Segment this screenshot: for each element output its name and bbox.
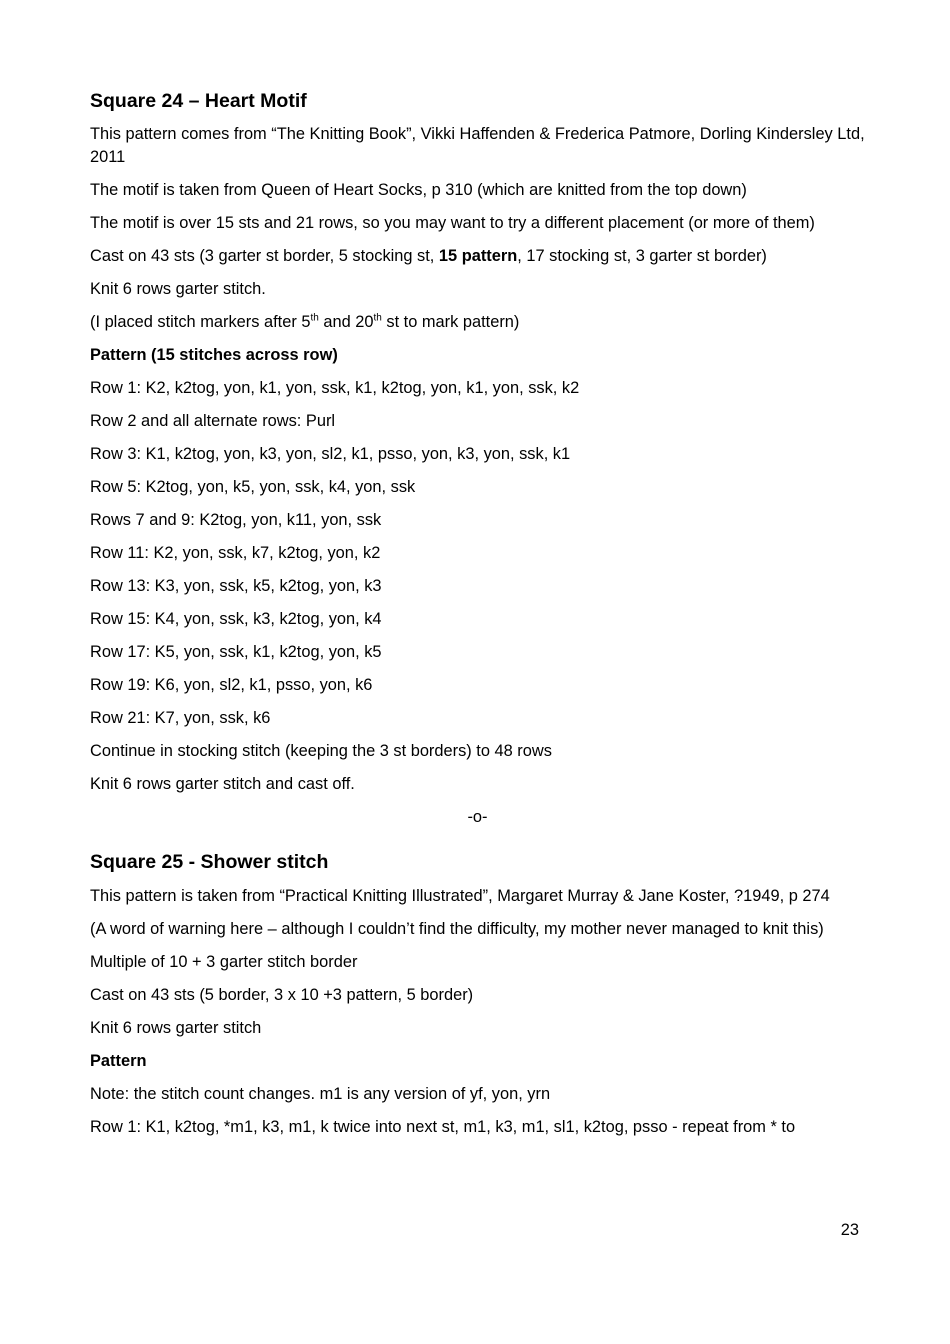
cast-on-instruction: Cast on 43 sts (5 border, 3 x 10 +3 pattern, 5 border) <box>90 985 474 1004</box>
multiple-note: Multiple of 10 + 3 garter stitch border <box>90 952 358 971</box>
section-title: Square 25 - Shower stitch <box>90 851 329 874</box>
pattern-row: Row 19: K6, yon, sl2, k1, psso, yon, k6 <box>90 676 373 695</box>
section-square-25 <box>90 851 865 1138</box>
pattern-row: Rows 7 and 9: K2tog, yon, k11, yon, ssk <box>90 511 382 530</box>
knit-rows-instruction: Knit 6 rows garter stitch. <box>90 280 266 299</box>
section-square-24 <box>90 90 865 796</box>
pattern-row: Row 17: K5, yon, ssk, k1, k2tog, yon, k5 <box>90 643 382 662</box>
marker-note-part: (I placed stitch markers after 5 <box>90 313 311 332</box>
cast-on-text-after: , 17 stocking st, 3 garter st border) <box>517 247 767 266</box>
page-number: 23 <box>840 1221 859 1239</box>
pattern-row: Row 21: K7, yon, ssk, k6 <box>90 709 271 728</box>
document-page <box>90 90 865 1149</box>
cast-on-text-bold: 15 pattern <box>438 247 518 266</box>
motif-origin: The motif is taken from Queen of Heart Socks, p 310 (which are knitted from the top down) <box>90 181 747 200</box>
cast-on-instruction <box>90 245 865 268</box>
section-title: Square 24 – Heart Motif <box>90 90 307 112</box>
pattern-row: Row 3: K1, k2tog, yon, k3, yon, sl2, k1, psso, yon, k3, yon, ssk, k1 <box>90 445 571 464</box>
motif-size: The motif is over 15 sts and 21 rows, so you may want to try a different placement (or more of them) <box>90 214 815 233</box>
marker-note-sup: th <box>373 312 382 324</box>
pattern-row: Row 15: K4, yon, ssk, k3, k2tog, yon, k4 <box>90 610 382 629</box>
warning-note: (A word of warning here – although I couldn’t find the difficulty, my mother never managed to knit this) <box>90 919 824 938</box>
continue-instruction: Continue in stocking stitch (keeping the 3 st borders) to 48 rows <box>90 742 552 761</box>
pattern-row: Row 11: K2, yon, ssk, k7, k2tog, yon, k2 <box>90 544 381 563</box>
marker-note-part: st to mark pattern) <box>381 313 520 332</box>
pattern-heading: Pattern <box>90 1051 147 1070</box>
source-citation: This pattern comes from “The Knitting Book”, Vikki Haffenden & Frederica Patmore, Dorling Kindersley Ltd, 2011 <box>90 125 865 167</box>
finish-instruction: Knit 6 rows garter stitch and cast off. <box>90 775 355 794</box>
stitch-count-note: Note: the stitch count changes. m1 is any version of yf, yon, yrn <box>90 1084 551 1103</box>
marker-note-sup: th <box>310 312 319 324</box>
knit-rows-instruction: Knit 6 rows garter stitch <box>90 1018 262 1037</box>
pattern-row: Row 13: K3, yon, ssk, k5, k2tog, yon, k3 <box>90 577 382 596</box>
pattern-row: Row 2 and all alternate rows: Purl <box>90 412 336 431</box>
marker-note <box>90 311 865 334</box>
pattern-row: Row 5: K2tog, yon, k5, yon, ssk, k4, yon, ssk <box>90 478 416 497</box>
pattern-row: Row 1: K1, k2tog, *m1, k3, m1, k twice into next st, m1, k3, m1, sl1, k2tog, psso - repeat from * to <box>90 1117 796 1136</box>
pattern-row: Row 1: K2, k2tog, yon, k1, yon, ssk, k1, k2tog, yon, k1, yon, ssk, k2 <box>90 379 580 398</box>
source-citation: This pattern is taken from “Practical Knitting Illustrated”, Margaret Murray & Jane Koster, ?1949, p 274 <box>90 886 830 905</box>
marker-note-part: and 20 <box>318 313 374 332</box>
pattern-heading: Pattern (15 stitches across row) <box>90 346 338 365</box>
section-separator: -o- <box>467 808 488 827</box>
cast-on-text-before: Cast on 43 sts (3 garter st border, 5 stocking st, <box>90 247 439 266</box>
